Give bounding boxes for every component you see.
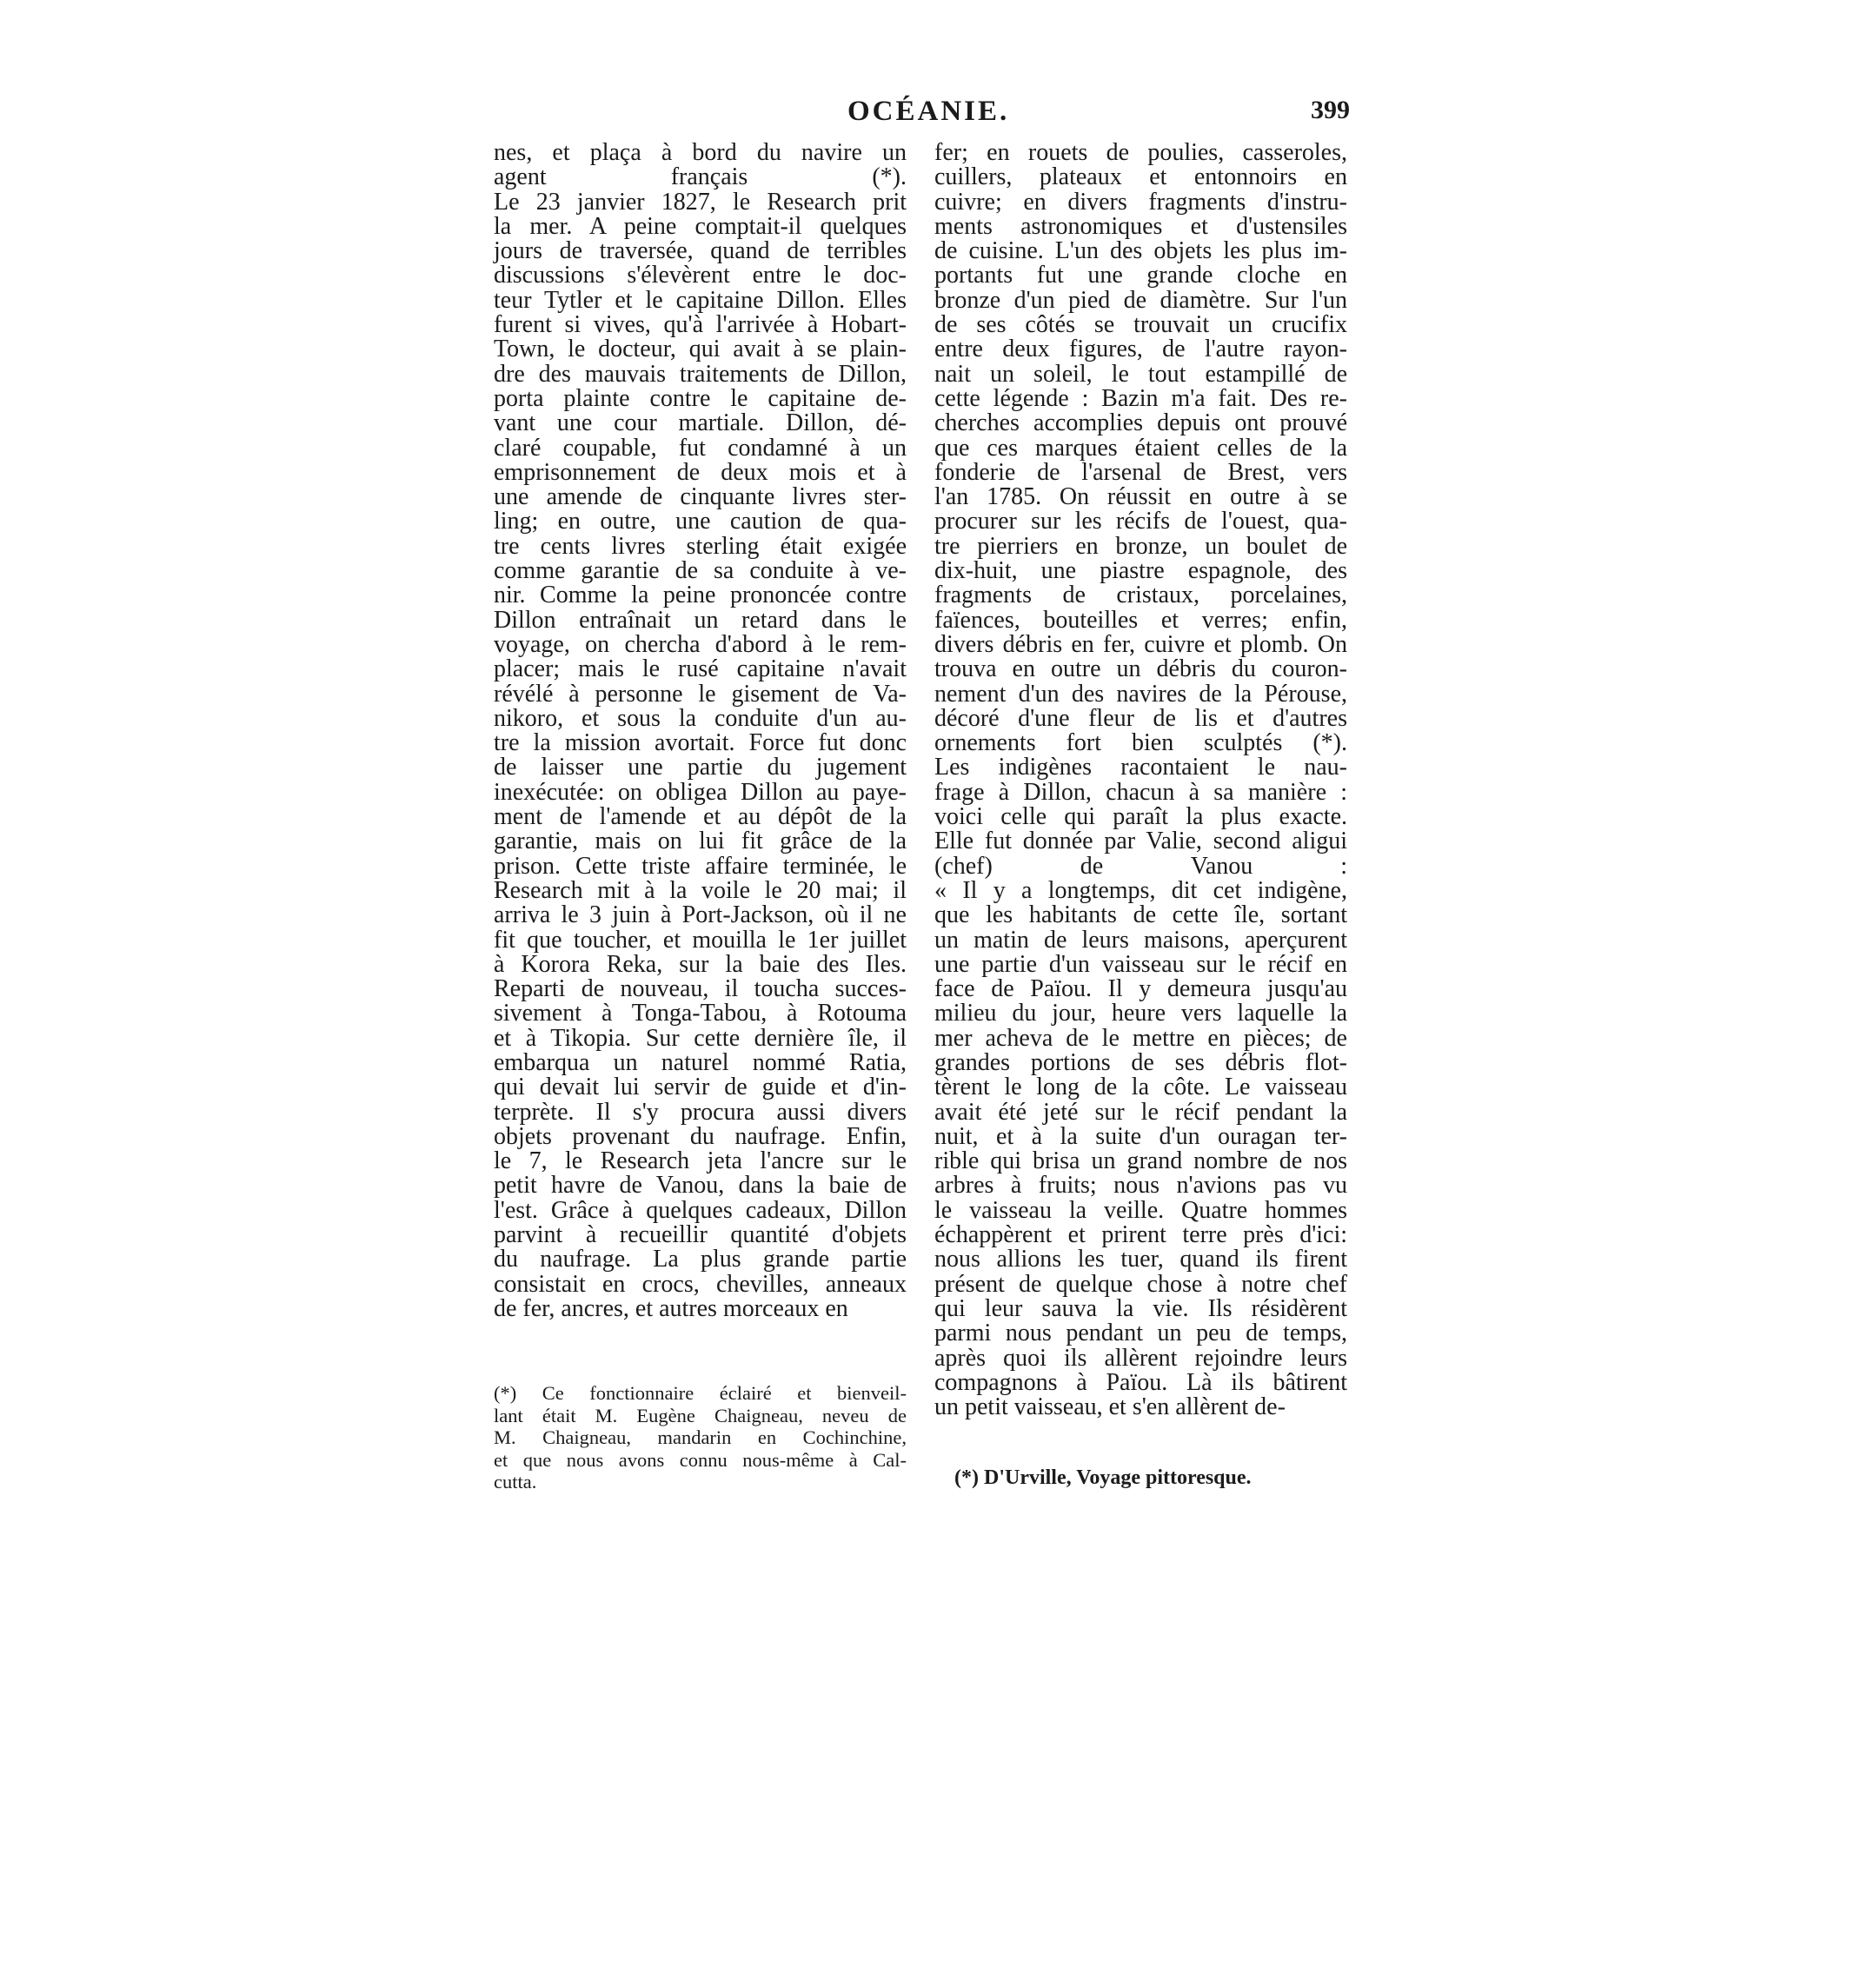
text-line: tre pierriers en bronze, un boulet de (934, 532, 1347, 560)
text-line: Reparti de nouveau, il toucha succes- (494, 975, 907, 1003)
text-line: nement d'un des navires de la Pérouse, (934, 680, 1347, 708)
text-line: le vaisseau la veille. Quatre hommes (934, 1196, 1347, 1224)
text-line: terprète. Il s'y procura aussi divers (494, 1098, 907, 1126)
text-line: tre la mission avortait. Force fut donc (494, 729, 907, 757)
text-line: (chef) de Vanou : (934, 852, 1347, 880)
text-line: cherches accomplies depuis ont prouvé (934, 409, 1347, 437)
text-line: placer; mais le rusé capitaine n'avait (494, 655, 907, 683)
text-line: teur Tytler et le capitaine Dillon. Elles (494, 286, 907, 314)
text-line: nuit, et à la suite d'un ouragan ter- (934, 1122, 1347, 1150)
text-line: inexécutée: on obligea Dillon au paye- (494, 778, 907, 806)
text-line: nikoro, et sous la conduite d'un au- (494, 704, 907, 732)
footnote-line: M. Chaigneau, mandarin en Cochinchine, (494, 1426, 907, 1448)
text-line: ling; en outre, une caution de qua- (494, 508, 907, 535)
text-line: de laisser une partie du jugement (494, 754, 907, 781)
text-line: échappèrent et prirent terre près d'ici: (934, 1221, 1347, 1249)
text-line: Town, le docteur, qui avait à se plain- (494, 336, 907, 363)
text-line: agent français (*). (494, 163, 907, 191)
text-line: que ces marques étaient celles de la (934, 434, 1347, 462)
text-line: cuivre; en divers fragments d'instru- (934, 188, 1347, 216)
left-column (494, 141, 907, 1321)
text-line: tèrent le long de la côte. Le vaisseau (934, 1074, 1347, 1101)
text-line: nes, et plaça à bord du navire un (494, 139, 907, 166)
text-line: parvint à recueillir quantité d'objets (494, 1221, 907, 1249)
right-column (934, 141, 1347, 1420)
text-line: présent de quelque chose à notre chef (934, 1270, 1347, 1298)
text-line: face de Païou. Il y demeura jusqu'au (934, 975, 1347, 1003)
text-line: une partie d'un vaisseau sur le récif en (934, 950, 1347, 978)
footnote-line: cutta. (494, 1471, 537, 1493)
text-line: embarqua un naturel nommé Ratia, (494, 1048, 907, 1076)
page-number: 399 (1311, 96, 1350, 124)
text-line: qui leur sauva la vie. Ils résidèrent (934, 1294, 1347, 1322)
text-line: « Il y a longtemps, dit cet indigène, (934, 876, 1347, 904)
text-line: Dillon entraînait un retard dans le (494, 606, 907, 634)
text-line: révélé à personne le gisement de Va- (494, 680, 907, 708)
text-line: rible qui brisa un grand nombre de nos (934, 1147, 1347, 1175)
text-line: voyage, on chercha d'abord à le rem- (494, 630, 907, 658)
text-line: vant une cour martiale. Dillon, dé- (494, 409, 907, 437)
text-line: sivement à Tonga-Tabou, à Rotouma (494, 1000, 907, 1027)
text-line: grandes portions de ses débris flot- (934, 1048, 1347, 1076)
text-line: furent si vives, qu'à l'arrivée à Hobart- (494, 311, 907, 339)
text-line: Elle fut donnée par Valie, second aligui (934, 828, 1347, 855)
text-line: porta plainte contre le capitaine de- (494, 384, 907, 412)
text-line: du naufrage. La plus grande partie (494, 1246, 907, 1273)
text-line: avait été jeté sur le récif pendant la (934, 1098, 1347, 1126)
text-line: voici celle qui paraît la plus exacte. (934, 803, 1347, 831)
text-line: cette légende : Bazin m'a fait. Des re- (934, 384, 1347, 412)
text-line: petit havre de Vanou, dans la baie de (494, 1172, 907, 1200)
text-line: entre deux figures, de l'autre rayon- (934, 336, 1347, 363)
text-line: fragments de cristaux, porcelaines, (934, 582, 1347, 609)
text-line: de cuisine. L'un des objets les plus im- (934, 237, 1347, 265)
text-line: trouva en outre un débris du couron- (934, 655, 1347, 683)
text-line: une amende de cinquante livres ster- (494, 483, 907, 511)
text-line: Le 23 janvier 1827, le Research prit (494, 188, 907, 216)
text-line: Les indigènes racontaient le nau- (934, 754, 1347, 781)
text-line: emprisonnement de deux mois et à (494, 458, 907, 486)
text-line: compagnons à Païou. Là ils bâtirent (934, 1368, 1347, 1396)
text-line: nait un soleil, le tout estampillé de (934, 360, 1347, 388)
text-line: le 7, le Research jeta l'ancre sur le (494, 1147, 907, 1175)
text-line: nir. Comme la peine prononcée contre (494, 582, 907, 609)
text-line: qui devait lui servir de guide et d'in- (494, 1074, 907, 1101)
text-line: la mer. A peine comptait-il quelques (494, 212, 907, 240)
text-line: tre cents livres sterling était exigée (494, 532, 907, 560)
text-line: bronze d'un pied de diamètre. Sur l'un (934, 286, 1347, 314)
text-line: arriva le 3 juin à Port-Jackson, où il ne (494, 901, 907, 929)
text-line: de ses côtés se trouvait un crucifix (934, 311, 1347, 339)
text-line: portants fut une grande cloche en (934, 262, 1347, 289)
text-line: fit que toucher, et mouilla le 1er juillet (494, 926, 907, 954)
text-line: comme garantie de sa conduite à ve- (494, 557, 907, 585)
text-line: ments astronomiques et d'ustensiles (934, 212, 1347, 240)
text-line: nous allions les tuer, quand ils firent (934, 1246, 1347, 1273)
text-line: décoré d'une fleur de lis et d'autres (934, 704, 1347, 732)
footnote-line: lant était M. Eugène Chaigneau, neveu de (494, 1404, 907, 1426)
text-line: un petit vaisseau, et s'en allèrent de- (934, 1393, 1286, 1421)
text-line: arbres à fruits; nous n'avions pas vu (934, 1172, 1347, 1200)
text-line: l'an 1785. On réussit en outre à se (934, 483, 1347, 511)
text-line: frage à Dillon, chacun à sa manière : (934, 778, 1347, 806)
text-line: consistait en crocs, chevilles, anneaux (494, 1270, 907, 1298)
text-line: procurer sur les récifs de l'ouest, qua- (934, 508, 1347, 535)
text-line: cuillers, plateaux et entonnoirs en (934, 163, 1347, 191)
text-line: mer acheva de le mettre en pièces; de (934, 1024, 1347, 1052)
text-line: après quoi ils allèrent rejoindre leurs (934, 1344, 1347, 1372)
text-line: Research mit à la voile le 20 mai; il (494, 876, 907, 904)
text-line: parmi nous pendant un peu de temps, (934, 1320, 1347, 1347)
text-line: ornements fort bien sculptés (*). (934, 729, 1347, 757)
page-header-title: OCÉANIE. (847, 96, 1010, 127)
text-line: prison. Cette triste affaire terminée, le (494, 852, 907, 880)
text-line: de fer, ancres, et autres morceaux en (494, 1294, 848, 1322)
text-line: et à Tikopia. Sur cette dernière île, il (494, 1024, 907, 1052)
footnote-line: (*) D'Urville, Voyage pittoresque. (954, 1466, 1252, 1489)
text-line: fer; en rouets de poulies, casseroles, (934, 139, 1347, 166)
text-line: faïences, bouteilles et verres; enfin, (934, 606, 1347, 634)
text-line: dre des mauvais traitements de Dillon, (494, 360, 907, 388)
text-line: milieu du jour, heure vers laquelle la (934, 1000, 1347, 1027)
text-line: fonderie de l'arsenal de Brest, vers (934, 458, 1347, 486)
text-line: que les habitants de cette île, sortant (934, 901, 1347, 929)
right-footnote (954, 1467, 1354, 1490)
footnote-line: (*) Ce fonctionnaire éclairé et bienveil- (494, 1382, 907, 1404)
text-line: objets provenant du naufrage. Enfin, (494, 1122, 907, 1150)
text-line: discussions s'élevèrent entre le doc- (494, 262, 907, 289)
text-line: dix-huit, une piastre espagnole, des (934, 557, 1347, 585)
footnote-line: et que nous avons connu nous-même à Cal- (494, 1448, 907, 1471)
text-line: claré coupable, fut condamné à un (494, 434, 907, 462)
text-line: garantie, mais on lui fit grâce de la (494, 828, 907, 855)
text-line: ment de l'amende et au dépôt de la (494, 803, 907, 831)
text-line: jours de traversée, quand de terribles (494, 237, 907, 265)
text-line: l'est. Grâce à quelques cadeaux, Dillon (494, 1196, 907, 1224)
text-line: divers débris en fer, cuivre et plomb. On (934, 630, 1347, 658)
text-line: à Korora Reka, sur la baie des Iles. (494, 950, 907, 978)
left-footnote (494, 1382, 907, 1493)
text-line: un matin de leurs maisons, aperçurent (934, 926, 1347, 954)
